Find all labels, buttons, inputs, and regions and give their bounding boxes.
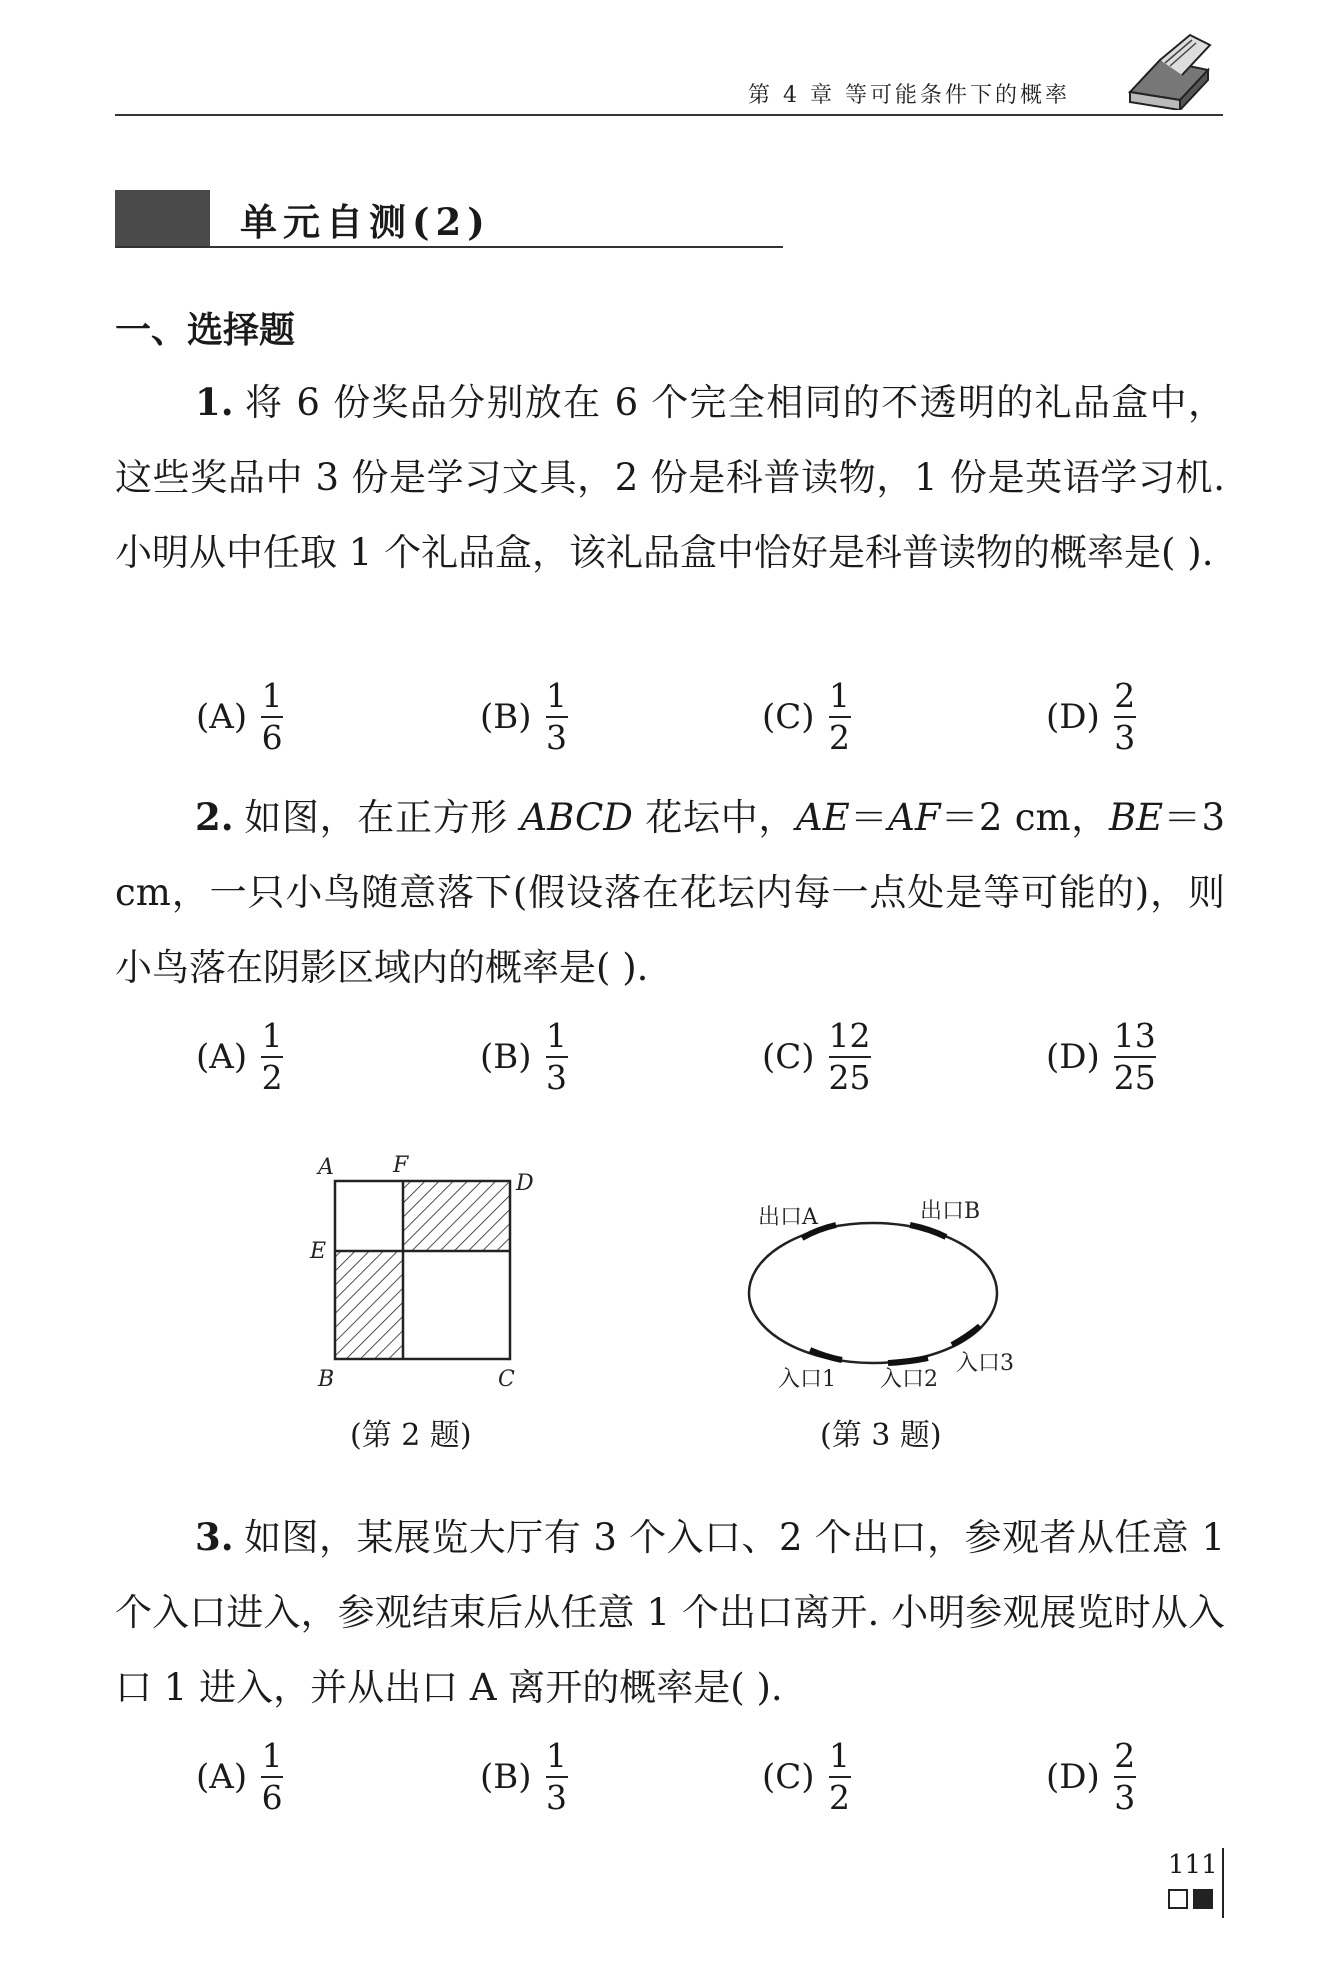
section-title: 一、选择题 bbox=[115, 309, 296, 351]
fraction: $\frac{2}{3}$ bbox=[1114, 676, 1136, 757]
entrance-2-marker bbox=[888, 1358, 928, 1363]
fraction: $\frac{1}{6}$ bbox=[261, 676, 283, 757]
page-number: 111 bbox=[1168, 1850, 1218, 1880]
question-2-number: 2. bbox=[195, 795, 234, 839]
fraction: $\frac{1}{3}$ bbox=[546, 676, 568, 757]
q2-option-d: (D) $\frac{13}{25}$ bbox=[1046, 1016, 1156, 1097]
point-label-b: B bbox=[318, 1367, 335, 1390]
q3-option-d: (D) $\frac{2}{3}$ bbox=[1046, 1736, 1136, 1817]
q3-option-a: (A) $\frac{1}{6}$ bbox=[196, 1736, 283, 1817]
exit-b-marker bbox=[910, 1225, 946, 1237]
q2-option-b: (B) $\frac{1}{3}$ bbox=[480, 1016, 568, 1097]
page-marker-filled bbox=[1193, 1889, 1213, 1909]
page-number-rule bbox=[1222, 1848, 1224, 1918]
point-label-e: E bbox=[310, 1239, 327, 1264]
header-rule bbox=[115, 114, 1223, 116]
label-exit-a: 出口A bbox=[758, 1205, 818, 1230]
fraction: $\frac{1}{3}$ bbox=[546, 1016, 568, 1097]
shaded-region-left bbox=[335, 1251, 403, 1359]
point-label-a: A bbox=[318, 1155, 334, 1180]
point-label-c: C bbox=[498, 1367, 515, 1390]
q2-option-c: (C) $\frac{12}{25}$ bbox=[762, 1016, 871, 1097]
question-3-text: 如图，某展览大厅有 3 个入口、2 个出口，参观者从任意 1 个入口进入，参观结束后从任意 1 个出口离开. 小明参观展览时从入口 1 进入，并从出口 A 离开的概率是( ). bbox=[115, 1516, 1225, 1709]
figure-2-caption: (第 2 题) bbox=[350, 1418, 472, 1453]
question-3-number: 3. bbox=[195, 1515, 234, 1559]
unit-title: 单元自测(2) bbox=[240, 200, 491, 244]
fraction: $\frac{1}{2}$ bbox=[829, 676, 851, 757]
unit-title-rule bbox=[115, 246, 783, 248]
figure-3-caption: (第 3 题) bbox=[820, 1418, 942, 1453]
fraction: $\frac{2}{3}$ bbox=[1114, 1736, 1136, 1817]
question-1-number: 1. bbox=[195, 380, 234, 424]
fraction: $\frac{13}{25}$ bbox=[1113, 1016, 1156, 1097]
fraction: $\frac{1}{6}$ bbox=[261, 1736, 283, 1817]
q3-option-c: (C) $\frac{1}{2}$ bbox=[762, 1736, 851, 1817]
figure-3-hall bbox=[740, 1190, 1040, 1390]
page-marker-hollow bbox=[1168, 1889, 1188, 1909]
q1-option-d: (D) $\frac{2}{3}$ bbox=[1046, 676, 1136, 757]
question-3 bbox=[115, 1500, 1225, 1725]
label-entrance-1: 入口1 bbox=[778, 1367, 836, 1390]
label-entrance-3: 入口3 bbox=[956, 1351, 1014, 1376]
question-1 bbox=[115, 365, 1225, 590]
figure-2-square bbox=[300, 1150, 560, 1390]
entrance-3-marker bbox=[952, 1326, 980, 1345]
question-2: 2. 如图，在正方形 ABCD 花坛中，AE＝AF＝2 cm，BE＝3 cm，一只小鸟随意落下(假设落在花坛内每一点处是等可能的)，则小鸟落在阴影区域内的概率是( ). bbox=[115, 795, 1226, 989]
q1-option-a: (A) $\frac{1}{6}$ bbox=[196, 676, 283, 757]
point-label-d: D bbox=[516, 1171, 534, 1196]
fraction: $\frac{1}{2}$ bbox=[261, 1016, 283, 1097]
question-1-text: 将 6 份奖品分别放在 6 个完全相同的不透明的礼品盒中，这些奖品中 3 份是学习文具，2 份是科普读物，1 份是英语学习机. 小明从中任取 1 个礼品盒，该礼品盒中恰好是科普读物的概率是( ). bbox=[115, 381, 1225, 574]
chapter-header: 第 4 章 等可能条件下的概率 bbox=[748, 83, 1070, 108]
unit-title-block bbox=[115, 190, 210, 246]
q1-option-b: (B) $\frac{1}{3}$ bbox=[480, 676, 568, 757]
book-icon bbox=[1120, 30, 1215, 110]
q2-option-a: (A) $\frac{1}{2}$ bbox=[196, 1016, 283, 1097]
q3-option-b: (B) $\frac{1}{3}$ bbox=[480, 1736, 568, 1817]
point-label-f: F bbox=[393, 1153, 409, 1178]
label-entrance-2: 入口2 bbox=[880, 1367, 938, 1390]
shaded-region-top bbox=[403, 1181, 510, 1251]
fraction: $\frac{1}{3}$ bbox=[546, 1736, 568, 1817]
fraction: $\frac{1}{2}$ bbox=[829, 1736, 851, 1817]
entrance-1-marker bbox=[810, 1350, 842, 1360]
fraction: $\frac{12}{25}$ bbox=[828, 1016, 871, 1097]
label-exit-b: 出口B bbox=[920, 1199, 981, 1224]
q1-option-c: (C) $\frac{1}{2}$ bbox=[762, 676, 851, 757]
